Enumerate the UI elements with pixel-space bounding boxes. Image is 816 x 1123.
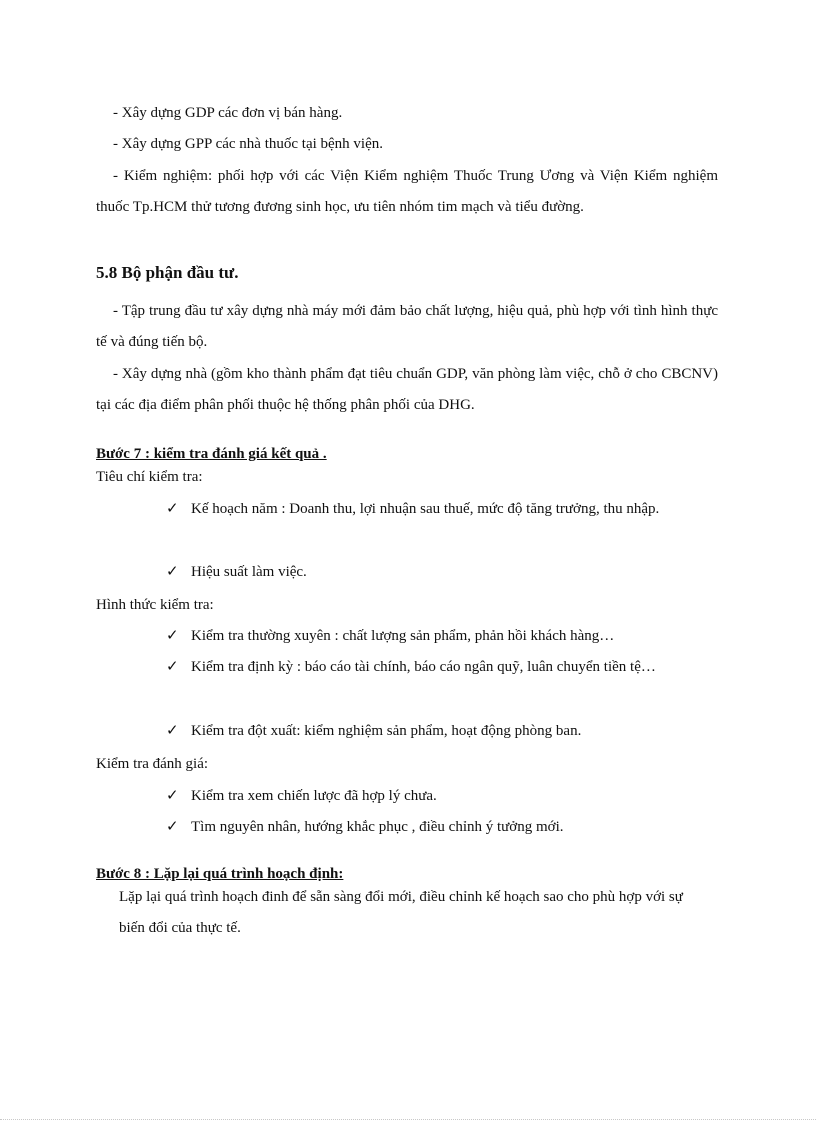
- checkmark-icon: ✓: [166, 564, 179, 580]
- checkmark-icon: ✓: [166, 723, 179, 739]
- checkmark-icon: ✓: [166, 659, 179, 675]
- section-heading-5-8: 5.8 Bộ phận đầu tư.: [96, 263, 239, 282]
- paragraph-gdp: - Xây dựng GDP các đơn vị bán hàng.: [113, 105, 343, 121]
- step8-paragraph: Lặp lại quá trình hoạch đinh để sẵn sàng đổi mới, điều chỉnh kế hoạch sao cho phù hợp với sự biến đổi của thực tế.: [119, 889, 683, 936]
- criteria-item-text: Hiệu suất làm việc.: [191, 564, 307, 580]
- forms-item: [166, 716, 706, 747]
- checkmark-icon: ✓: [166, 819, 179, 835]
- forms-item-text: Kiểm tra định kỳ : báo cáo tài chính, báo cáo ngân quỹ, luân chuyển tiền tệ…: [191, 659, 656, 675]
- step7-heading: Bước 7 : kiểm tra đánh giá kết quả .: [96, 446, 327, 462]
- paragraph-kiem-nghiem: - Kiểm nghiệm: phối hợp với các Viện Kiểm nghiệm Thuốc Trung Ương và Viện Kiểm nghiệm thuốc Tp.HCM thử tương đương sinh học, ưu tiên nhóm tim mạch và tiểu đường.: [96, 168, 718, 215]
- paragraph-xay-dung-nha: - Xây dựng nhà (gồm kho thành phẩm đạt tiêu chuẩn GDP, văn phòng làm việc, chỗ ở cho CBCNV) tại các địa điểm phân phối thuộc hệ thống phân phối của DHG.: [96, 366, 718, 413]
- criteria-item: [166, 494, 706, 525]
- evaluation-item: [166, 812, 706, 843]
- page-bottom-divider: [0, 1119, 816, 1120]
- criteria-label: Tiêu chí kiểm tra:: [96, 469, 203, 485]
- evaluation-label: Kiểm tra đánh giá:: [96, 756, 209, 772]
- paragraph-dau-tu-nha-may: - Tập trung đầu tư xây dựng nhà máy mới đảm bảo chất lượng, hiệu quả, phù hợp với tình hình thực tế và đúng tiến bộ.: [96, 303, 718, 350]
- paragraph-gpp: - Xây dựng GPP các nhà thuốc tại bệnh viện.: [113, 136, 384, 152]
- forms-item: [166, 652, 706, 683]
- forms-label: Hình thức kiểm tra:: [96, 597, 214, 613]
- evaluation-item-text: Tìm nguyên nhân, hướng khắc phục , điều chỉnh ý tưởng mới.: [191, 819, 564, 835]
- checkmark-icon: ✓: [166, 628, 179, 644]
- forms-item-text: Kiểm tra thường xuyên : chất lượng sản phẩm, phản hồi khách hàng…: [191, 628, 615, 644]
- checkmark-icon: ✓: [166, 501, 179, 517]
- criteria-item: [166, 557, 706, 588]
- checkmark-icon: ✓: [166, 788, 179, 804]
- forms-item: [166, 621, 706, 652]
- forms-item-text: Kiểm tra đột xuất: kiểm nghiệm sản phẩm, hoạt động phòng ban.: [191, 723, 582, 739]
- evaluation-item: [166, 781, 706, 812]
- criteria-item-text: Kế hoạch năm : Doanh thu, lợi nhuận sau thuế, mức độ tăng trưởng, thu nhập.: [191, 501, 660, 517]
- evaluation-item-text: Kiểm tra xem chiến lược đã hợp lý chưa.: [191, 788, 437, 804]
- step8-heading: Bước 8 : Lặp lại quá trình hoạch định:: [96, 866, 344, 882]
